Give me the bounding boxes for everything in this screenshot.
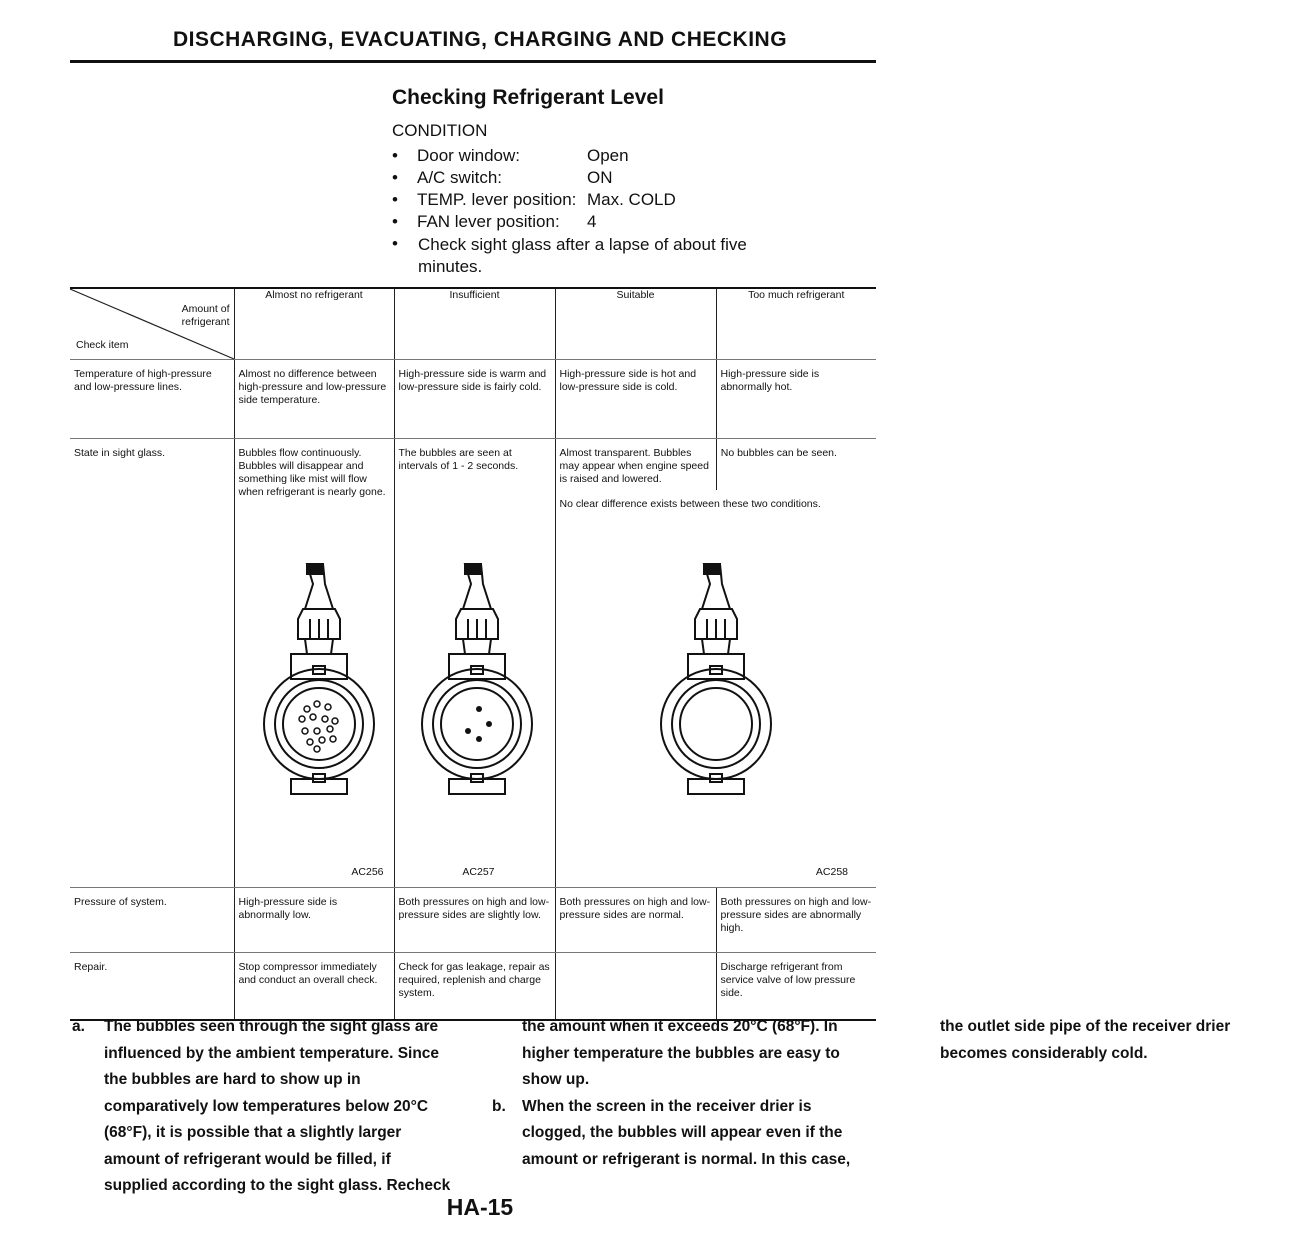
table-cell: High-pressure side is warm and low-pressure side is fairly cold. bbox=[394, 360, 555, 439]
row-label: Pressure of system. bbox=[70, 888, 234, 953]
sight-glass-few-bubbles-figure bbox=[413, 559, 543, 829]
table-header-row bbox=[70, 288, 876, 360]
table-cell: No bubbles can be seen. bbox=[720, 447, 837, 459]
col-header-suitable: Suitable bbox=[555, 288, 716, 360]
condition-item: Door window: bbox=[417, 146, 520, 165]
condition-row bbox=[392, 168, 676, 190]
condition-list bbox=[392, 146, 676, 234]
sight-glass-bubbles-figure bbox=[255, 559, 385, 829]
corner-amount-label: Amount of refrigerant bbox=[181, 303, 230, 328]
condition-value: Max. COLD bbox=[587, 190, 676, 209]
sight-glass-cell-insufficient bbox=[394, 439, 555, 888]
condition-item: FAN lever position: bbox=[417, 212, 560, 231]
figure-code: AC258 bbox=[815, 866, 848, 878]
table-cell: Stop compressor immediately and conduct an overall check. bbox=[234, 953, 394, 1021]
condition-item: TEMP. lever position: bbox=[417, 190, 577, 209]
sight-glass-clear-figure bbox=[652, 559, 782, 829]
row-label: Repair. bbox=[74, 961, 108, 973]
condition-value: 4 bbox=[587, 212, 597, 231]
table-cell: Check for gas leakage, repair as required, replenish and charge system. bbox=[394, 953, 555, 1021]
condition-row bbox=[392, 146, 676, 168]
table-row bbox=[70, 888, 876, 953]
table-cell-text: The bubbles are seen at intervals of 1 - 2 seconds. bbox=[398, 447, 519, 472]
footnote-b-marker: b. bbox=[492, 1097, 506, 1115]
section-title: Checking Refrigerant Level bbox=[392, 86, 664, 109]
table-cell: Both pressures on high and low-pressure sides are slightly low. bbox=[394, 888, 555, 953]
figure-code: AC257 bbox=[462, 866, 495, 878]
footnote-a-text: The bubbles seen through the sight glass are influenced by the ambient temperature. Since the bubbles are hard to show up in comparatively low temperatures below 20°C (68°F), it is possible that a slightly larger amount of refrigerant would be filled, if supplied according to the sight glass. Recheck the amount when it exceeds 20°C (68°F). In higher temperature the bubbles are easy to show up. bbox=[104, 1018, 840, 1194]
condition-value: ON bbox=[587, 168, 613, 187]
table-cell: Almost no difference between high-pressure and low-pressure side temperature. bbox=[234, 360, 394, 439]
bullet-icon: • bbox=[392, 146, 398, 165]
bullet-icon: • bbox=[392, 168, 398, 187]
bullet-icon: • bbox=[392, 190, 398, 209]
table-cell: High-pressure side is hot and low-pressure side is cold. bbox=[555, 360, 716, 439]
table-cell: Both pressures on high and low-pressure sides are normal. bbox=[555, 888, 716, 953]
header-rule bbox=[70, 60, 876, 63]
condition-value: Open bbox=[587, 146, 629, 165]
table-corner bbox=[70, 288, 234, 360]
footnotes-body bbox=[104, 1014, 1231, 1204]
row-label: Temperature of high-pressure and low-pressure lines. bbox=[70, 360, 234, 439]
col-header-insufficient: Insufficient bbox=[394, 288, 555, 360]
table-cell bbox=[555, 953, 716, 1021]
table-row bbox=[70, 439, 876, 888]
footnote-a-marker: a. bbox=[72, 1018, 85, 1035]
table-cell-text: Bubbles flow continuously. Bubbles will disappear and something like mist will flow when refrigerant is nearly gone. bbox=[238, 447, 386, 498]
bullet-icon: • bbox=[392, 212, 398, 231]
figure-code: AC256 bbox=[351, 866, 384, 878]
footnote-b-text: When the screen in the receiver drier is clogged, the bubbles will appear even if the amount or refrigerant is normal. In this case, the outlet side pipe of the receiver drier becomes considerably cold. bbox=[522, 1018, 1231, 1168]
page-header: DISCHARGING, EVACUATING, CHARGING AND CHECKING bbox=[172, 28, 788, 51]
table-cell: High-pressure side is abnormally hot. bbox=[716, 360, 876, 439]
refrigerant-table bbox=[70, 287, 876, 1021]
table-cell: High-pressure side is abnormally low. bbox=[234, 888, 394, 953]
table-cell: Discharge refrigerant from service valve of low pressure side. bbox=[716, 953, 876, 1021]
condition-row bbox=[392, 190, 676, 212]
bullet-icon: • bbox=[392, 234, 398, 253]
table-cell: Almost transparent. Bubbles may appear when engine speed is raised and lowered. bbox=[556, 439, 717, 490]
sight-glass-cell-suitable-too-much bbox=[555, 439, 876, 888]
condition-note: Check sight glass after a lapse of about five minutes. bbox=[418, 235, 747, 276]
table-row bbox=[70, 360, 876, 439]
table-row bbox=[70, 953, 876, 1021]
col-header-too-much: Too much refrigerant bbox=[716, 288, 876, 360]
shared-note: No clear difference exists between these two conditions. bbox=[559, 498, 821, 510]
col-header-almost-none: Almost no refrigerant bbox=[234, 288, 394, 360]
sight-glass-cell-none bbox=[234, 439, 394, 888]
condition-item: A/C switch: bbox=[417, 168, 503, 187]
row-label: State in sight glass. bbox=[70, 439, 234, 888]
condition-row bbox=[392, 212, 676, 234]
page-number: HA-15 bbox=[446, 1194, 514, 1220]
condition-label: CONDITION bbox=[392, 121, 488, 140]
corner-check-label: Check item bbox=[76, 339, 129, 351]
table-cell: Both pressures on high and low-pressure sides are abnormally high. bbox=[716, 888, 876, 953]
